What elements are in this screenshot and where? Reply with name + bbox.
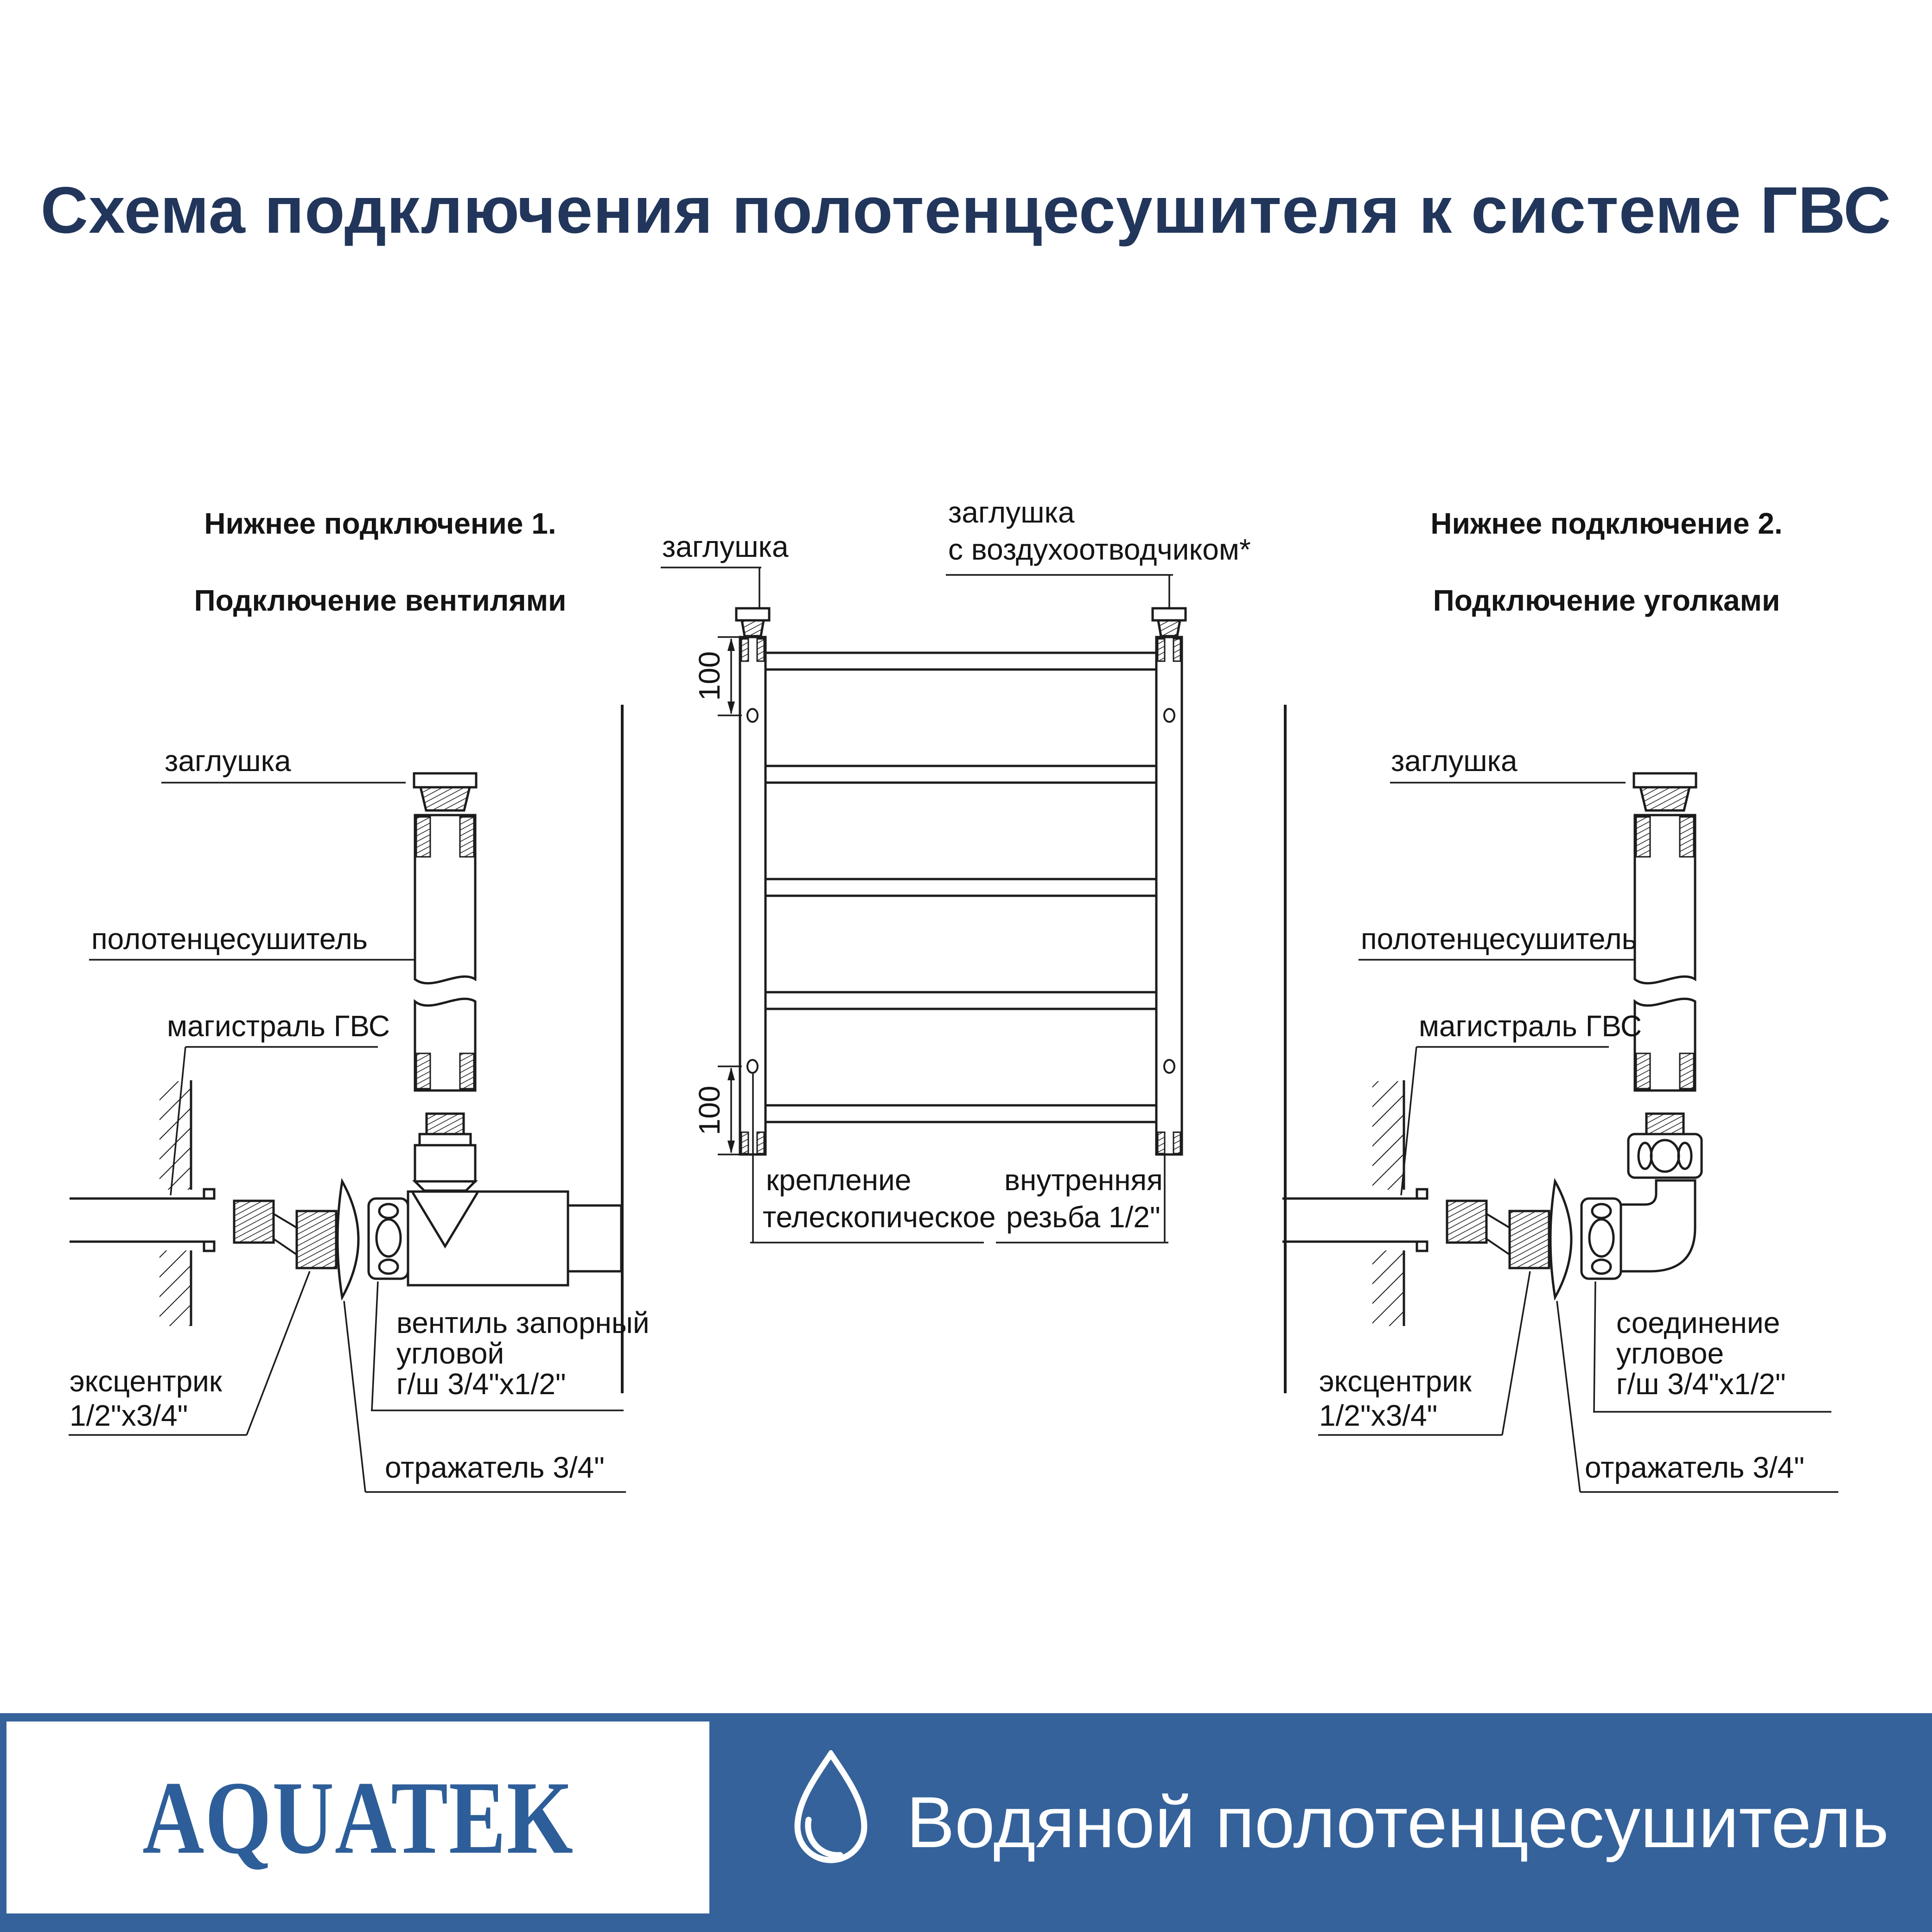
center-label-air-vent-line1: заглушка [948, 496, 1075, 529]
footer-band [0, 1713, 1932, 1932]
right-label-elbow-line1: соединение [1616, 1306, 1780, 1339]
left-label-valve-line2: угловой [396, 1337, 504, 1370]
center-dimension-top: 100 [693, 651, 726, 701]
left-heading-line2: Подключение вентилями [194, 584, 567, 617]
product-label: Водяной полотенцесушитель [906, 1782, 1889, 1863]
page-title: Схема подключения полотенцесушителя к системе ГВС [40, 173, 1892, 247]
right-heading-line2: Подключение уголками [1433, 584, 1780, 617]
left-label-eccentric-line2: 1/2"x3/4" [70, 1399, 188, 1432]
right-label-elbow-line2: угловое [1616, 1337, 1724, 1370]
right-label-eccentric-line2: 1/2"x3/4" [1319, 1399, 1438, 1432]
section-dividers [622, 705, 1285, 1393]
right-label-eccentric-line1: эксцентрик [1319, 1365, 1472, 1398]
center-towel-rail-drawing [661, 567, 1186, 1243]
left-label-valve-line1: вентиль запорный [396, 1306, 650, 1339]
center-label-mount-line2: телескопическое [763, 1200, 996, 1234]
right-label-hot-water-main: магистраль ГВС [1419, 1009, 1642, 1043]
center-label-mount-line1: крепление [766, 1163, 912, 1197]
left-label-hot-water-main: магистраль ГВС [167, 1009, 390, 1043]
left-label-eccentric-line1: эксцентрик [70, 1365, 222, 1398]
left-label-cap: заглушка [165, 744, 291, 778]
brand-logo-box [6, 1722, 709, 1913]
center-label-air-vent-line2: с воздухоотводчиком* [948, 533, 1251, 566]
right-label-elbow-line3: г/ш 3/4"x1/2" [1616, 1367, 1786, 1401]
center-label-thread-line2: резьба 1/2" [1006, 1200, 1160, 1234]
left-label-valve-line3: г/ш 3/4"x1/2" [396, 1367, 566, 1401]
brand-logo: AQUATEK [142, 1760, 574, 1875]
left-label-towel-rail: полотенцесушитель [91, 922, 368, 956]
center-label-thread-line1: внутренняя [1004, 1163, 1163, 1197]
right-heading-line1: Нижнее подключение 2. [1430, 507, 1783, 540]
center-dimension-bottom: 100 [693, 1085, 726, 1135]
right-label-cap: заглушка [1391, 744, 1518, 778]
right-label-reflector: отражатель 3/4" [1585, 1451, 1804, 1484]
left-label-reflector: отражатель 3/4" [385, 1451, 605, 1484]
center-label-cap: заглушка [662, 530, 789, 563]
water-drop-icon [784, 1750, 877, 1875]
left-heading-line1: Нижнее подключение 1. [204, 507, 556, 540]
right-label-towel-rail: полотенцесушитель [1361, 922, 1637, 956]
